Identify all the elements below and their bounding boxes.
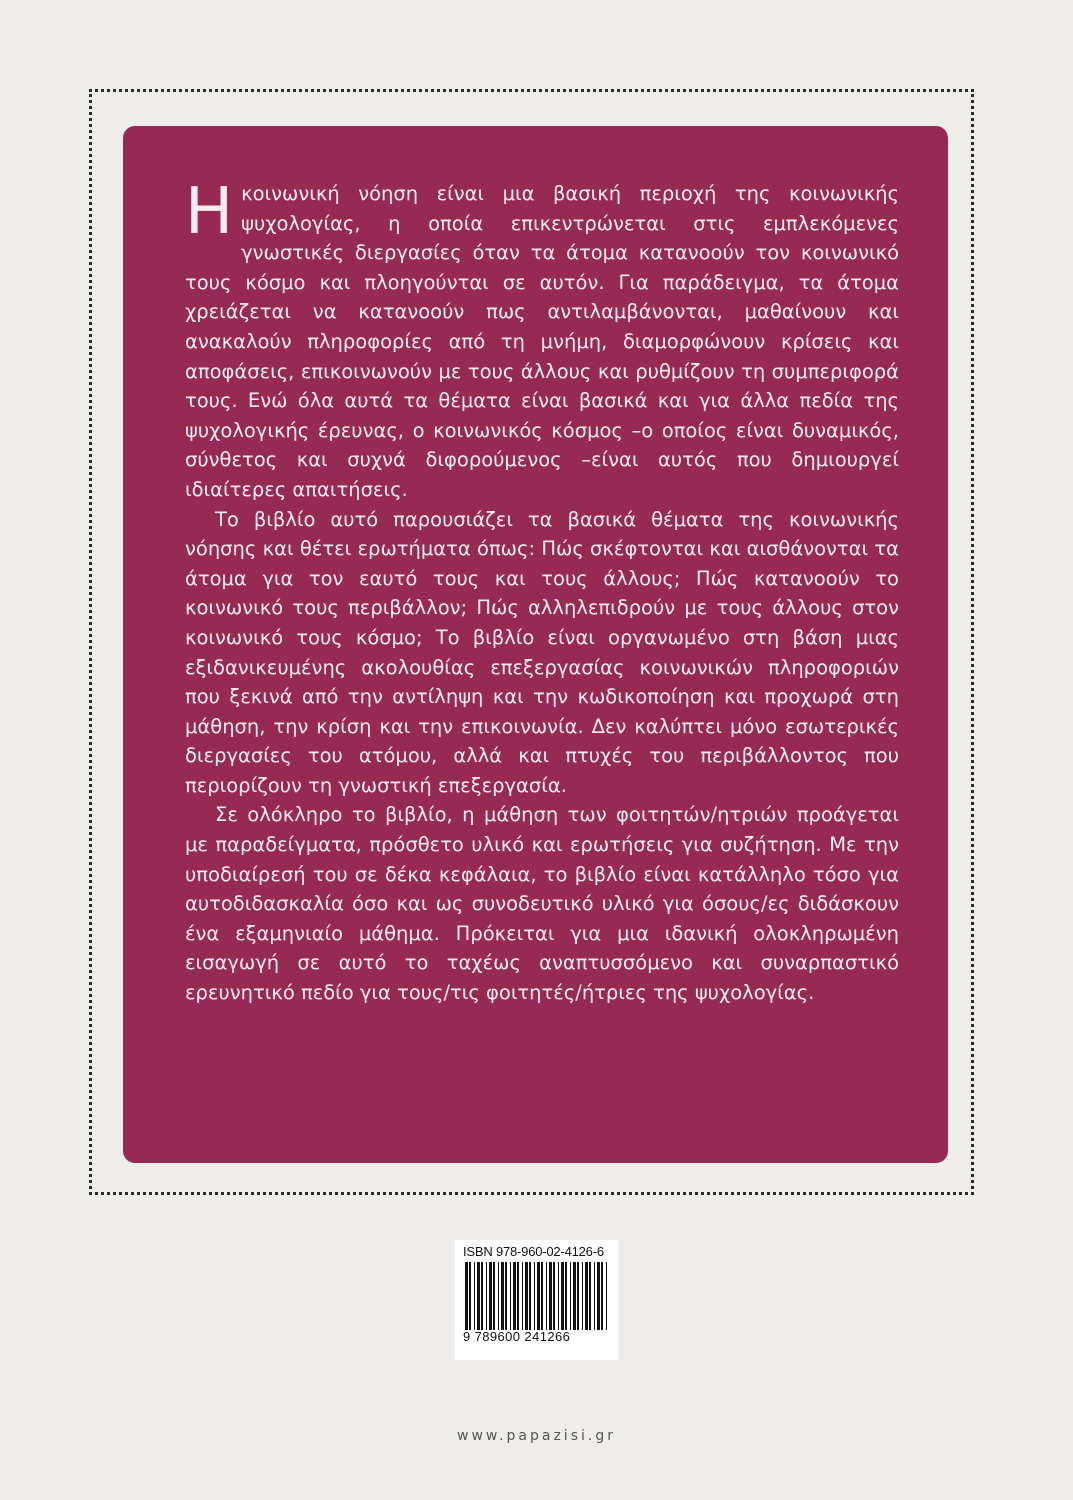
drop-cap: Η	[185, 175, 234, 249]
blurb-paragraph-1-text: κοινωνική νόηση είναι μια βασική περιοχή της κοινωνικής ψυχολογίας, η οποία επικεντρώνεται στις εμπλεκόμενες γνωστικές διεργασίες όταν τα άτομα κατανοούν τον κοινωνικό τους κόσμο και πλοηγούνται σε αυτόν. Για παράδειγμα, τα άτομα χρειάζεται να κατανοούν πως αντιλαμβάνονται, μαθαίνουν και ανακαλούν πληροφορίες από τη μνήμη, διαμορφώνουν κρίσεις και αποφάσεις, επικοινωνούν με τους άλλους και ρυθμίζουν τη συμπεριφορά τους. Ενώ όλα αυτά τα θέματα είναι βασικά και για άλλα πεδία της ψυχολογικής έρευνας, ο κοινωνικός κόσμος –ο οποίος είναι δυναμικός, σύνθετος και συχνά διφορούμενος –είναι αυτός που δημιουργεί ιδιαίτερες απαιτήσεις.	[185, 182, 899, 501]
blurb-paragraph-2: Το βιβλίο αυτό παρουσιάζει τα βασικά θέματα της κοινωνικής νόησης και θέτει ερωτήματα όπως: Πώς σκέφτονται και αισθάνονται τα άτομα για τον εαυτό τους και τους άλλους; Πώς κατανοούν το κοινωνικό τους περιβάλλον; Πώς αλληλεπιδρούν με τους άλλους στον κοινωνικό τους κόσμο; Το βιβλίο είναι οργανωμένο στη βάση μιας εξιδανικευμένης ακολουθίας επεξεργασίας κοινωνικών πληροφοριών που ξεκινά από την αντίληψη και την κωδικοποίηση και προχωρά στη μάθηση, την κρίση και την επικοινωνία. Δεν καλύπτει μόνο εσωτερικές διεργασίες του ατόμου, αλλά και πτυχές του περιβάλλοντος που περιορίζουν τη γνωστική επεξεργασία.	[185, 507, 899, 797]
isbn-label: ISBN 978-960-02-4126-6	[463, 1244, 604, 1259]
barcode-digits: 9 789600 241266	[463, 1329, 571, 1344]
isbn-barcode-block	[455, 1240, 618, 1360]
blurb-paragraph-3: Σε ολόκληρο το βιβλίο, η μάθηση των φοιτητών/ητριών προάγεται με παραδείγματα, πρόσθετο υλικό και ερωτήσεις για συζήτηση. Με την υποδιαίρεσή του σε δέκα κεφάλαια, το βιβλίο είναι κατάλληλο τόσο για αυτοδιδασκαλία όσο και ως συνοδευτικό υλικό για όσους/ες διδάσκουν ένα εξαμηνιαίο μάθημα. Πρόκειται για μια ιδανική ολοκληρωμένη εισαγωγή σε αυτό το ταχέως αναπτυσσόμενο και συναρπαστικό ερευνητικό πεδίο για τους/τις φοιτητές/ήτριες της ψυχολογίας.	[185, 803, 899, 1005]
blurb-paragraph-1	[185, 175, 899, 505]
barcode-icon	[463, 1262, 610, 1330]
publisher-website: www.papazisi.gr	[457, 1428, 616, 1444]
blurb-panel	[123, 126, 948, 1163]
